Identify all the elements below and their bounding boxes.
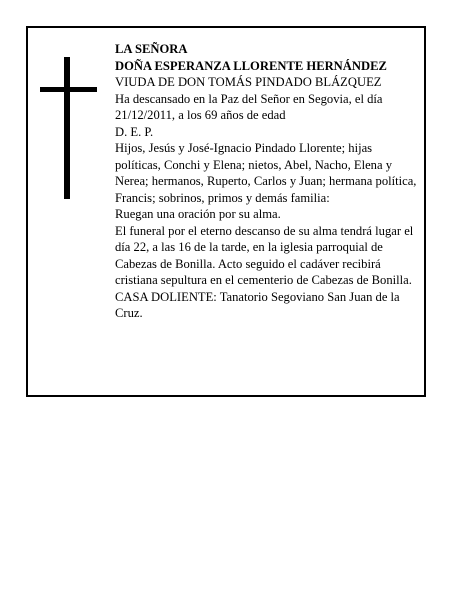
dep-line: D. E. P. xyxy=(115,124,154,139)
cross-vertical-bar xyxy=(64,57,70,199)
casa-doliente: CASA DOLIENTE: Tanatorio Segoviano San Juan de la Cruz. xyxy=(115,289,400,320)
notice-text-block xyxy=(115,41,420,322)
prayer-request: Ruegan una oración por su alma. xyxy=(115,207,281,221)
obituary-notice xyxy=(26,26,426,397)
cross-horizontal-bar xyxy=(40,87,97,92)
funeral-details: El funeral por el eterno descanso de su alma tendrá lugar el día 22, a las 16 de la tarde, en la iglesia parroquial de Cabezas de Bonilla. Acto seguido el cadáver recibirá cristiana sepultura en el cementerio de Cabezas de Bonilla. xyxy=(115,223,414,287)
notice-title: LA SEÑORA xyxy=(115,42,188,56)
family-list: Hijos, Jesús y José-Ignacio Pindado Llorente; hijas políticas, Conchi y Elena; nietos, Abel, Nacho, Elena y Nerea; hermanos, Ruperto, Carlos y Juan; hermana política, Francis; sobrinos, primos y demás familia: xyxy=(115,141,417,205)
cross-icon xyxy=(40,57,97,199)
widow-line: VIUDA DE DON TOMÁS PINDADO BLÁZQUEZ xyxy=(115,75,382,89)
deceased-name: DOÑA ESPERANZA LLORENTE HERNÁNDEZ xyxy=(115,58,387,73)
death-info: Ha descansado en la Paz del Señor en Segovia, el día 21/12/2011, a los 69 años de edad xyxy=(115,91,383,122)
